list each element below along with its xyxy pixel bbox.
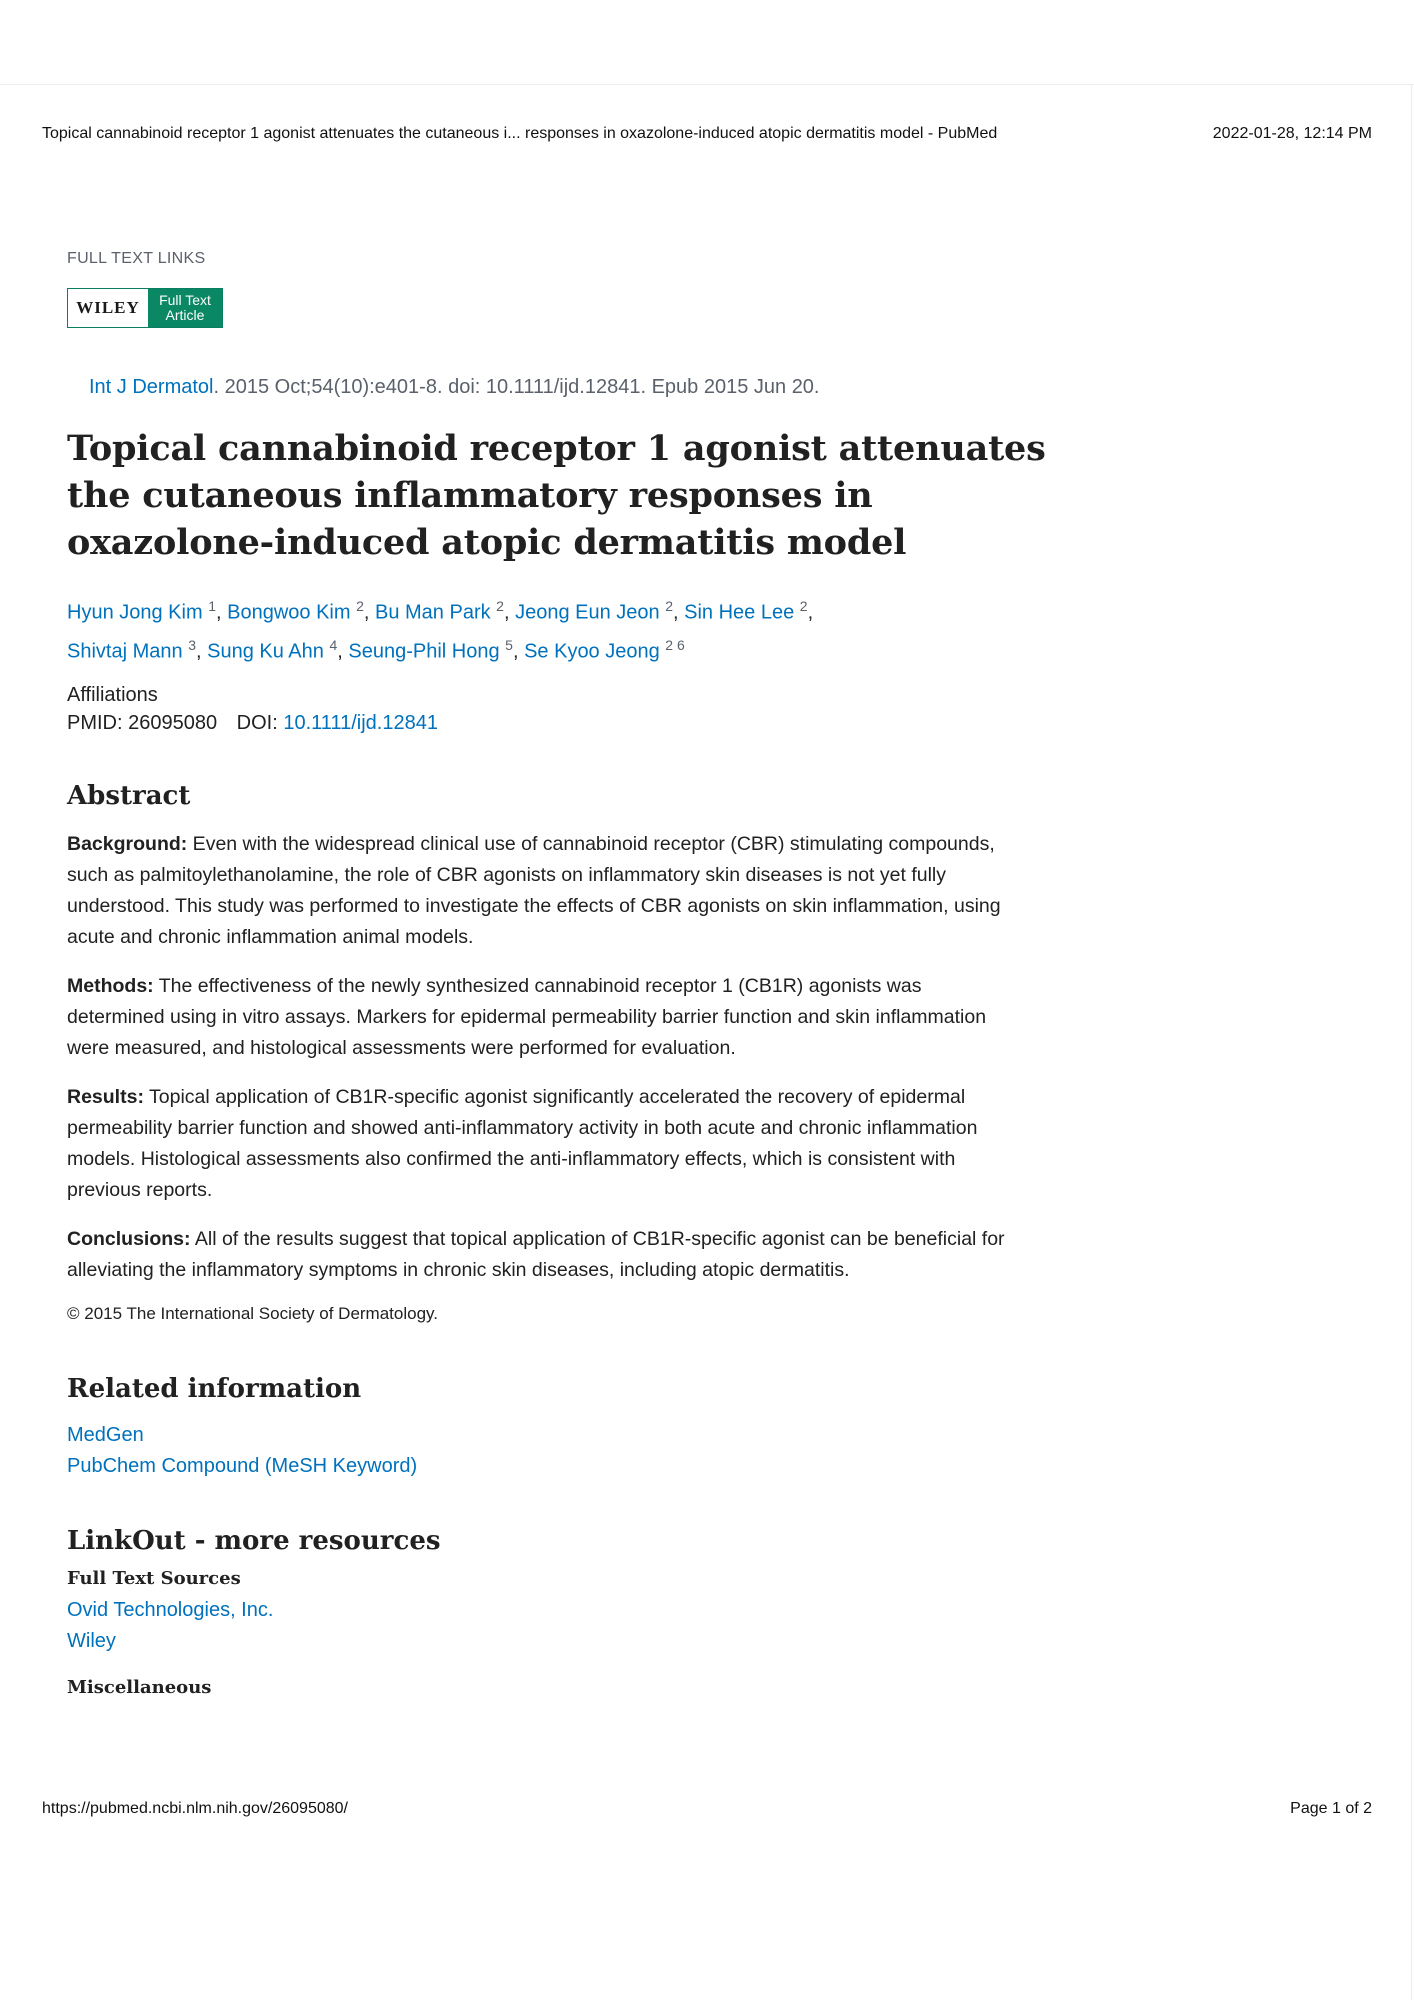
affiliations-toggle[interactable]: Affiliations (67, 684, 158, 707)
author-separator: , (807, 601, 814, 624)
abstract-conclusions-label: Conclusions: (67, 1228, 191, 1251)
author-separator: , (673, 601, 685, 624)
page-right-edge (1411, 84, 1412, 2000)
author-affiliation-number[interactable]: 2 (356, 598, 364, 614)
journal-link[interactable]: Int J Dermatol (89, 376, 214, 398)
abstract-background-label: Background: (67, 833, 188, 856)
author-affiliation-number[interactable]: 4 (329, 636, 338, 653)
abstract-background (67, 829, 1007, 953)
author-link[interactable]: Jeong Eun Jeon (515, 601, 660, 624)
abstract-methods-text: The effectiveness of the newly synthesized cannabinoid receptor 1 (CB1R) agonists was determined using in vitro assays. Markers for epidermal permeability barrier function and skin inflammation were measured, and histological assessments were performed for evaluation. (67, 975, 987, 1060)
source-link-wiley[interactable]: Wiley (67, 1630, 116, 1653)
print-footer-url: https://pubmed.ncbi.nlm.nih.gov/26095080/ (42, 1800, 348, 1817)
print-header-datetime: 2022-01-28, 12:14 PM (1212, 125, 1372, 142)
related-information-heading: Related information (67, 1374, 362, 1405)
abstract-heading: Abstract (67, 781, 191, 812)
author-affiliation-number[interactable]: 5 (505, 636, 513, 653)
author-link[interactable]: Se Kyoo Jeong (524, 640, 660, 663)
badge-line-2: Article (165, 307, 205, 323)
linkout-heading: LinkOut - more resources (67, 1526, 441, 1557)
miscellaneous-heading: Miscellaneous (67, 1677, 212, 1699)
abstract-results (67, 1082, 1007, 1206)
doi-link[interactable]: 10.1111/ijd.12841 (283, 712, 438, 735)
author-separator: , (512, 640, 525, 663)
author-link[interactable]: Seung-Phil Hong (348, 640, 500, 663)
abstract-methods-label: Methods: (67, 975, 154, 998)
author-affiliation-number[interactable]: 1 (208, 598, 216, 614)
article-content (67, 250, 1046, 1699)
pmid: PMID: 26095080 (67, 712, 218, 735)
identifiers (67, 709, 1027, 737)
author-affiliation-number[interactable]: 2 (665, 598, 674, 614)
abstract-results-label: Results: (67, 1086, 144, 1109)
author-affiliation-number[interactable]: 3 (188, 636, 196, 653)
citation (89, 376, 1027, 399)
full-text-links-label: FULL TEXT LINKS (67, 250, 206, 267)
author-list (67, 590, 967, 667)
full-text-sources-heading: Full Text Sources (67, 1568, 241, 1590)
copyright-notice: © 2015 The International Society of Dermatology. (67, 1304, 438, 1324)
full-text-article-label (148, 289, 222, 327)
author-separator: , (215, 601, 228, 624)
abstract-conclusions-text: All of the results suggest that topical application of CB1R-specific agonist can be beneficial for alleviating the inflammatory symptoms in chronic skin diseases, including atopic dermatitis. (67, 1228, 1005, 1282)
page-top-divider (0, 84, 1414, 85)
author-separator: , (363, 601, 375, 624)
related-link-medgen[interactable]: MedGen (67, 1424, 144, 1447)
related-link-pubchem[interactable]: PubChem Compound (MeSH Keyword) (67, 1455, 418, 1478)
author-link[interactable]: Shivtaj Mann (67, 640, 183, 663)
author-link[interactable]: Sung Ku Ahn (207, 640, 324, 663)
print-header-title: Topical cannabinoid receptor 1 agonist attenuates the cutaneous i... responses in oxazolone-induced atopic dermatitis model - PubMed (42, 125, 998, 142)
wiley-logo: WILEY (68, 289, 148, 327)
abstract-conclusions (67, 1224, 1007, 1286)
print-footer-page-number: Page 1 of 2 (1290, 1800, 1372, 1817)
full-text-source-links (67, 1595, 1027, 1657)
abstract-methods (67, 971, 1007, 1064)
citation-details: . 2015 Oct;54(10):e401-8. doi: 10.1111/ijd.12841. Epub 2015 Jun 20. (213, 376, 820, 398)
author-link[interactable]: Bu Man Park (375, 601, 491, 624)
author-separator: , (337, 640, 349, 663)
abstract-results-text: Topical application of CB1R-specific agonist significantly accelerated the recovery of epidermal permeability barrier function and showed anti-inflammatory activity in both acute and chronic inflammation models. Histological assessments also confirmed the anti-inflammatory effects, which is consistent with previous reports. (67, 1086, 978, 1202)
author-link[interactable]: Bongwoo Kim (227, 601, 351, 624)
related-links (67, 1420, 1027, 1482)
author-separator: , (195, 640, 208, 663)
doi-label: DOI: (236, 712, 278, 735)
wiley-full-text-button[interactable] (67, 288, 223, 328)
author-affiliation-number[interactable]: 2 6 (665, 636, 685, 653)
author-link[interactable]: Hyun Jong Kim (67, 601, 203, 624)
abstract-background-text: Even with the widespread clinical use of cannabinoid receptor (CBR) stimulating compounds, such as palmitoylethanolamine, the role of CBR agonists on inflammatory skin diseases is not yet fully understood. This study was performed to investigate the effects of CBR agonists on skin inflammation, using acute and chronic inflammation animal models. (67, 833, 1001, 949)
source-link-ovid[interactable]: Ovid Technologies, Inc. (67, 1599, 274, 1622)
author-affiliation-number[interactable]: 2 (799, 598, 808, 614)
badge-line-1: Full Text (159, 292, 211, 308)
author-affiliation-number[interactable]: 2 (496, 598, 504, 614)
author-link[interactable]: Sin Hee Lee (684, 601, 795, 624)
author-separator: , (503, 601, 516, 624)
article-title: Topical cannabinoid receptor 1 agonist attenuates the cutaneous inflammatory responses in oxazolone-induced atopic dermatitis model (67, 428, 1046, 563)
